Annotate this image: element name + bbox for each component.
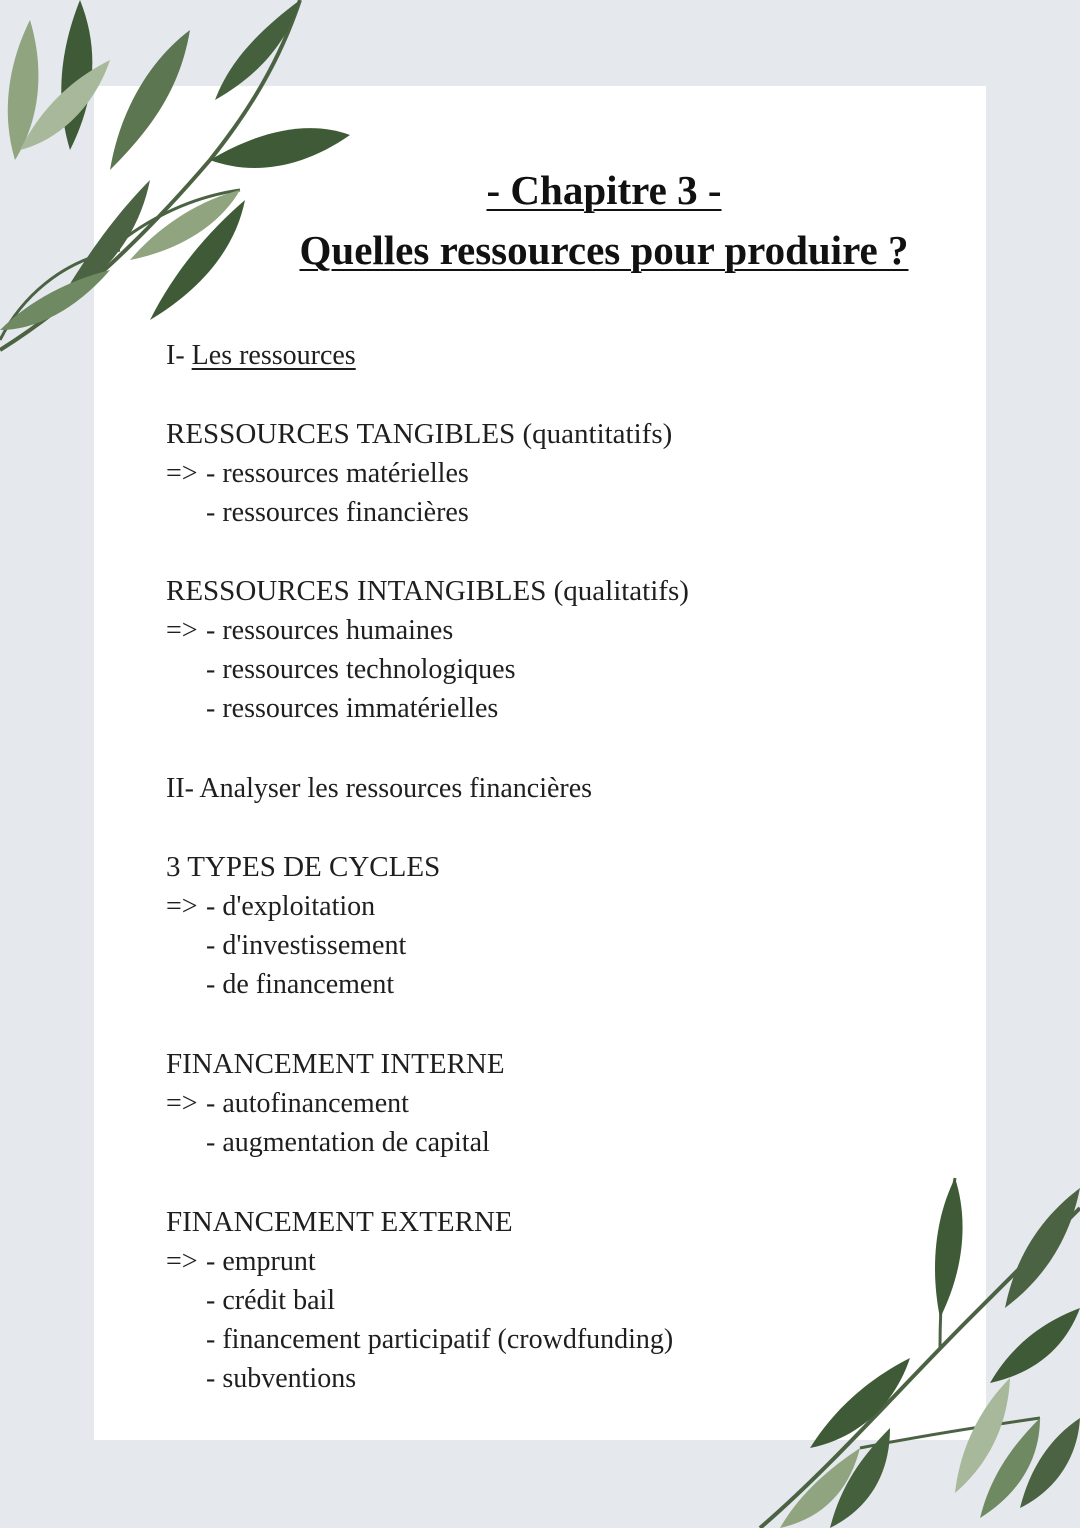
group-heading-tangibles: RESSOURCES TANGIBLES (quantitatifs) bbox=[166, 418, 673, 450]
list-item: - augmentation de capital bbox=[206, 1127, 490, 1158]
section-1-title bbox=[166, 340, 356, 372]
list-item: - crédit bail bbox=[206, 1285, 336, 1316]
section-1-number: I- bbox=[166, 340, 192, 371]
group-heading-intangibles: RESSOURCES INTANGIBLES (qualitatifs) bbox=[166, 575, 689, 607]
list-item: - financement participatif (crowdfunding) bbox=[206, 1324, 674, 1355]
chapter-title: - Chapitre 3 - bbox=[486, 167, 722, 213]
list-item: - subventions bbox=[206, 1363, 357, 1394]
list-item: - ressources financières bbox=[206, 497, 469, 528]
arrow-icon: => bbox=[166, 458, 198, 489]
section-2-title: II- Analyser les ressources financières bbox=[166, 773, 593, 804]
list-item: => - ressources humaines bbox=[166, 615, 454, 646]
list-item: => - autofinancement bbox=[166, 1088, 409, 1119]
arrow-icon: => bbox=[166, 1246, 198, 1277]
chapter-subtitle: Quelles ressources pour produire ? bbox=[299, 227, 909, 273]
arrow-icon: => bbox=[166, 891, 198, 922]
list-item: - ressources technologiques bbox=[206, 654, 516, 685]
group-heading-financement-externe: FINANCEMENT EXTERNE bbox=[166, 1206, 513, 1238]
list-item: - d'investissement bbox=[206, 930, 407, 961]
list-item: => - emprunt bbox=[166, 1246, 316, 1277]
list-item: - ressources immatérielles bbox=[206, 693, 499, 724]
section-1-label: Les ressources bbox=[191, 340, 356, 371]
list-item: => - ressources matérielles bbox=[166, 458, 469, 489]
list-item: - de financement bbox=[206, 969, 395, 1000]
arrow-icon: => bbox=[166, 1088, 198, 1119]
list-item: => - d'exploitation bbox=[166, 891, 376, 922]
arrow-icon: => bbox=[166, 615, 198, 646]
group-heading-cycles: 3 TYPES DE CYCLES bbox=[166, 851, 441, 883]
group-heading-financement-interne: FINANCEMENT INTERNE bbox=[166, 1048, 505, 1080]
